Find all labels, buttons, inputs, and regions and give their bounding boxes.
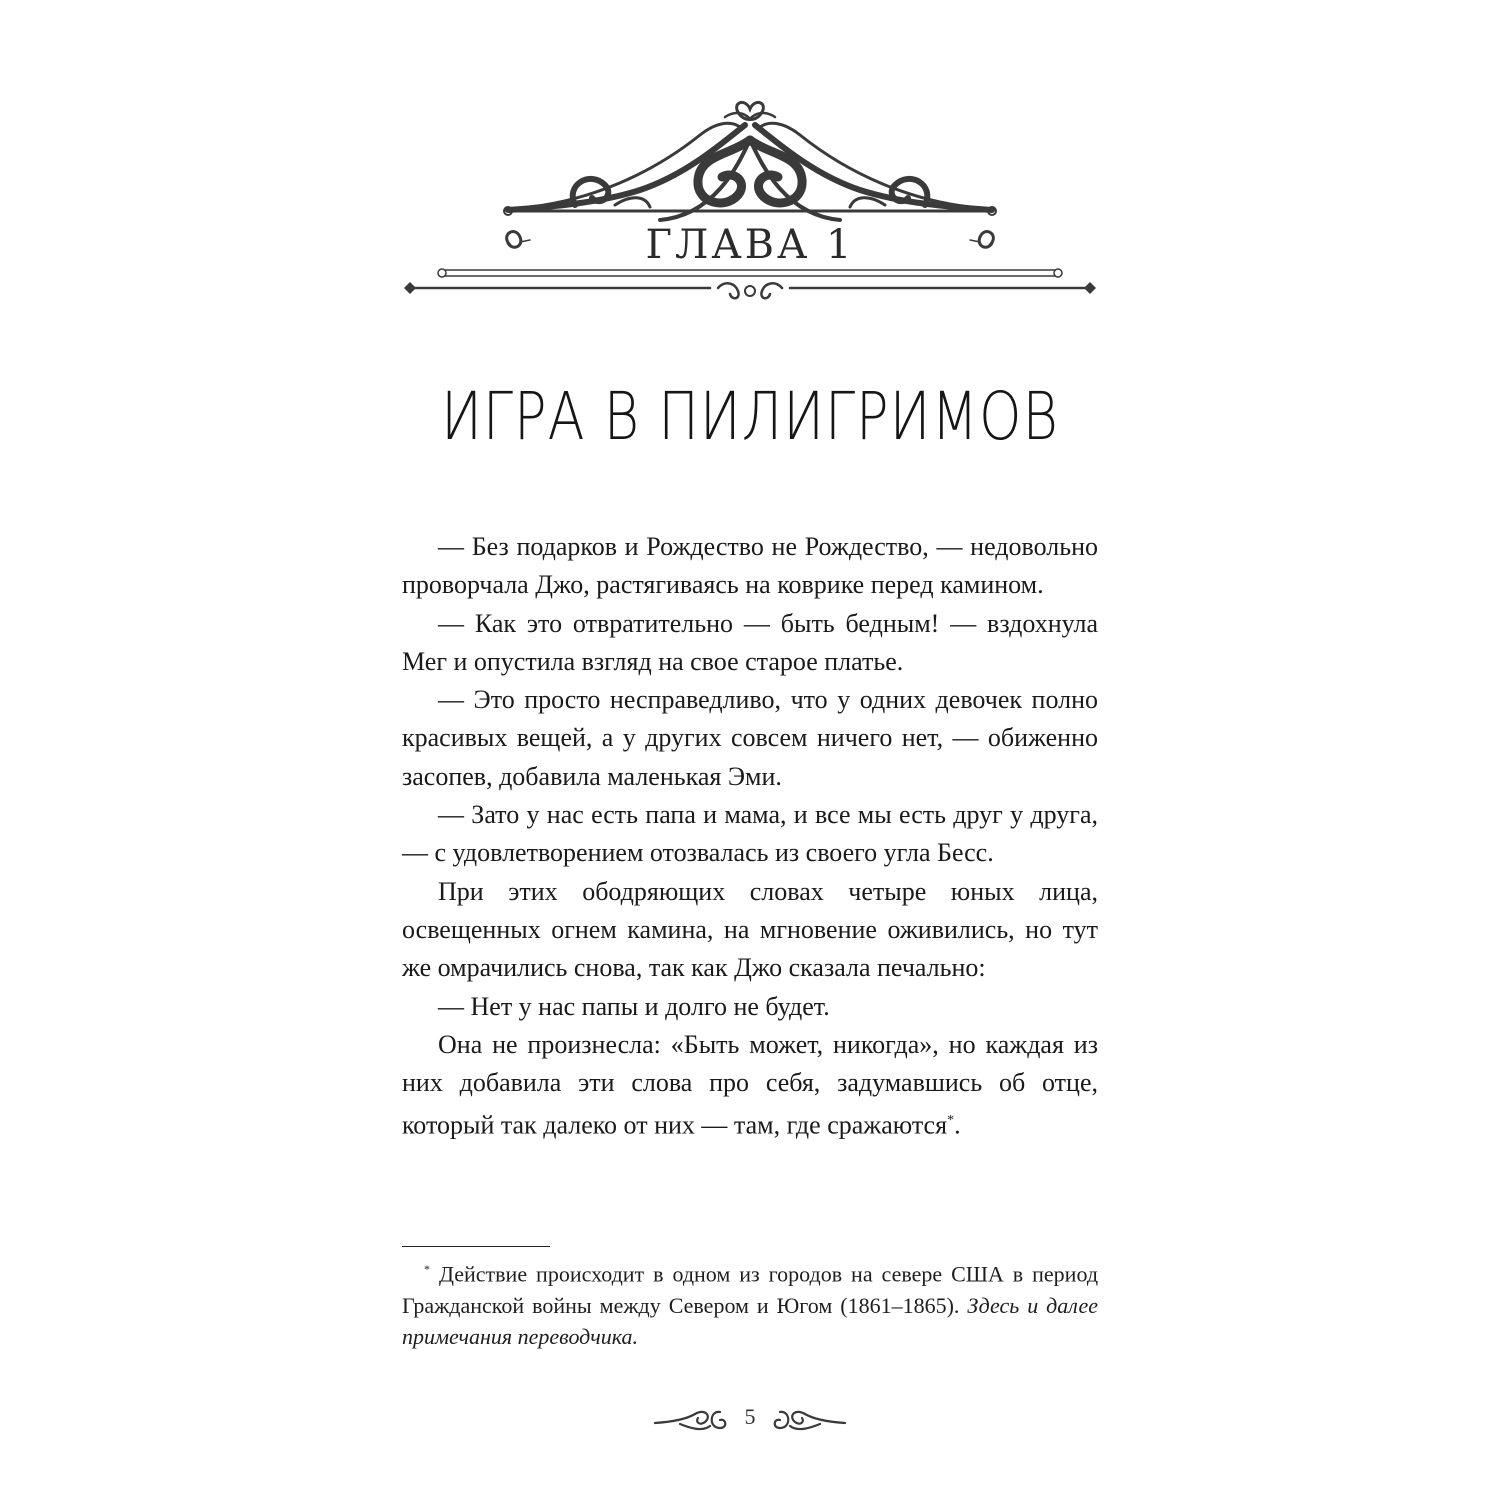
page-number-block: [650, 1398, 850, 1448]
footnote: [402, 1254, 1098, 1353]
chapter-title: ИГРА В ПИЛИГРИМОВ: [441, 378, 1059, 455]
footnote-divider: [402, 1246, 550, 1247]
body-text: [402, 528, 1098, 1145]
footnote-marker: *: [424, 1262, 430, 1276]
paragraph: — Зато у нас есть папа и мама, и все мы есть друг у друга, — с удовлетворением отозвалась из своего угла Бесс.: [402, 800, 1098, 868]
chapter-ornament-icon: [400, 95, 1100, 305]
footnote-italic-note: Здесь и далее примечания переводчика.: [402, 1292, 1098, 1350]
footnote-text: Действие происходит в одном из городов на севере США в период Гражданской войны между Севером и Югом (1861–1865).: [402, 1261, 1099, 1318]
paragraph: — Нет у нас папы и долго не будет.: [438, 991, 830, 1021]
paragraph: — Как это отвратительно — быть бедным! — вздохнула Мег и опустила взгляд на свое старое платье.: [402, 608, 1098, 676]
paragraph: Она не произнесла: «Быть может, никогда», но каждая из них добавила эти слова про себя, задумавшись об отце, который так далеко от них — там, где сражаются*.: [402, 1029, 1098, 1141]
footnote-reference: *: [947, 1113, 955, 1129]
paragraph-text: Она не произнесла: «Быть может, никогда», но каждая из них добавила эти слова про себя, задумавшись об отце, который так далеко от них — там, где сражаются: [402, 1029, 1098, 1141]
paragraph: При этих ободряющих словах четыре юных лица, освещенных огнем камина, на мгновение оживились, но тут же омрачились снова, так как Джо сказала печально:: [402, 876, 1098, 983]
chapter-label: ГЛАВА 1: [645, 222, 855, 268]
page-number: 5: [744, 1404, 756, 1429]
paragraph: — Это просто несправедливо, что у одних девочек полно красивых вещей, а у других совсем ничего нет, — обиженно засопев, добавила маленькая Эми.: [402, 685, 1098, 791]
paragraph: — Без подарков и Рождество не Рождество, — недовольно проворчала Джо, растягиваясь на коврике перед камином.: [402, 532, 1098, 600]
